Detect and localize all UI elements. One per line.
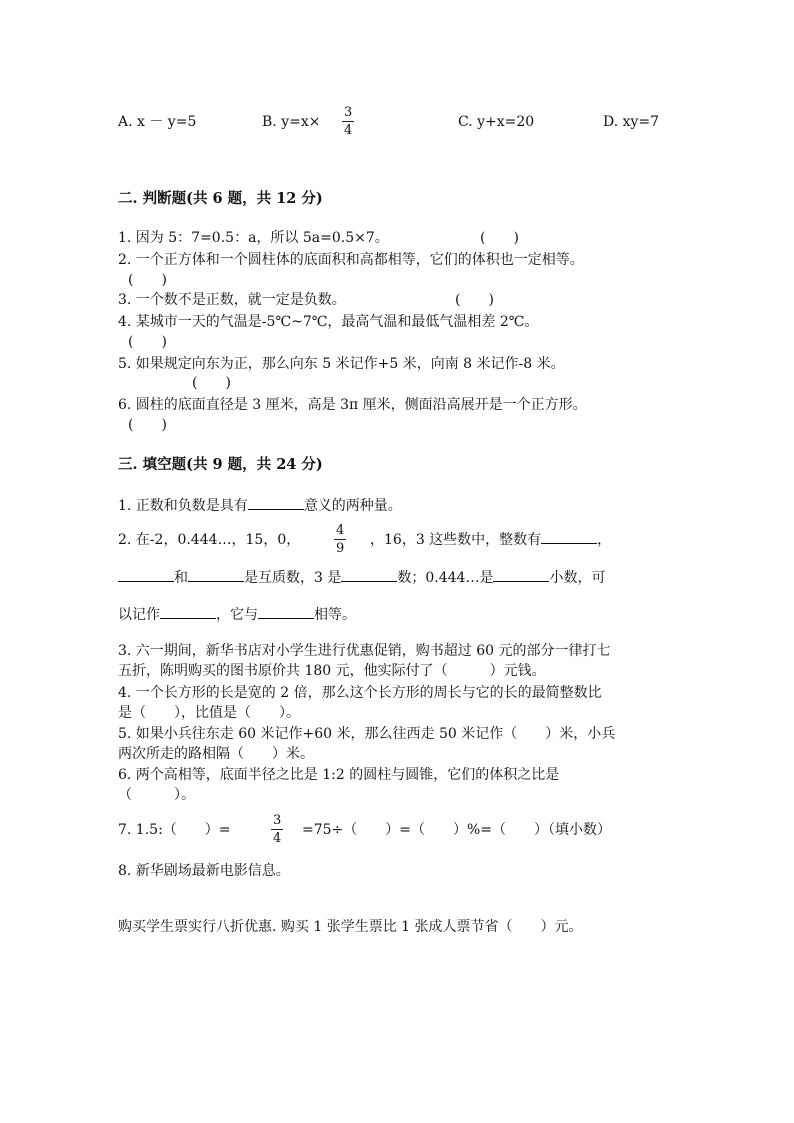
fill-q5-line2: 两次所走的路相隔（ ）米。: [118, 746, 314, 762]
fill-q7-fraction-denominator: 4: [273, 831, 282, 846]
option-b-fraction-denominator: 4: [344, 123, 353, 138]
fill-q7-text-a: 7. 1.5:（ ）=: [118, 822, 231, 838]
fill-q2-fraction-numerator: 4: [336, 523, 345, 538]
fill-q1-text-a: 1. 正数和负数是具有: [118, 498, 248, 514]
fill-q2-fraction-denominator: 9: [336, 541, 345, 556]
fill-q1: [118, 497, 402, 515]
fraction-bar: [334, 539, 346, 540]
fill-q2-line2-a: 和: [174, 570, 188, 586]
section2-heading: 二. 判断题(共 6 题，共 12 分): [118, 190, 323, 207]
judge-q2-answer[interactable]: ( ): [128, 272, 167, 288]
answer-blank[interactable]: [341, 569, 397, 582]
fill-q8: 8. 新华剧场最新电影信息。: [118, 863, 290, 879]
answer-blank[interactable]: [493, 569, 549, 582]
fill-q7-fraction-numerator: 3: [273, 813, 282, 828]
fill-q8-text: 购买学生票实行八折优惠. 购买 1 张学生票比 1 张成人票节省（ ）元。: [118, 919, 583, 935]
fill-q3-line2: 五折，陈明购买的图书原价共 180 元，他实际付了（ ）元钱。: [118, 663, 546, 679]
fill-q1-text-b: 意义的两种量。: [303, 498, 402, 514]
option-b-fraction: [342, 105, 354, 138]
fill-q4-line1: 4. 一个长方形的长是宽的 2 倍，那么这个长方形的周长与它的长的最简整数比: [118, 685, 602, 701]
answer-blank[interactable]: [258, 606, 314, 619]
answer-blank[interactable]: [248, 497, 304, 510]
fill-q2-line3-b: ，它与: [216, 607, 258, 623]
judge-q1: 1. 因为 5：7=0.5：a，所以 5a=0.5×7。: [118, 230, 389, 246]
fill-q6-line2: （ ）。: [118, 787, 195, 803]
fill-q2-line2-c: 数；0.444…是: [397, 570, 494, 586]
fill-q4-line2: 是（ ），比值是（ ）。: [118, 705, 300, 721]
fill-q2-text-a: 2. 在-2，0.444…，15，0，: [118, 532, 301, 548]
answer-blank[interactable]: [160, 606, 216, 619]
option-d: D. xy=7: [603, 114, 660, 130]
fraction-bar: [342, 121, 354, 122]
judge-q3: 3. 一个数不是正数，就一定是负数。: [118, 292, 346, 308]
fill-q5-line1: 5. 如果小兵往东走 60 米记作+60 米，那么往西走 50 米记作（ ）米，小兵: [118, 726, 616, 742]
judge-q6: 6. 圆柱的底面直径是 3 厘米，高是 3π 厘米，侧面沿高展开是一个正方形。: [118, 397, 587, 413]
answer-blank[interactable]: [118, 569, 174, 582]
fill-q2-line2-b: 是互质数，3 是: [244, 570, 342, 586]
fill-q2-line3: [118, 606, 356, 624]
fill-q7-text-b: =75÷（ ）=（ ）%=（ ）（填小数）: [302, 822, 612, 838]
fill-q2-text-b: ，16，3 这些数中，整数有: [370, 532, 542, 548]
judge-q6-answer[interactable]: ( ): [128, 417, 167, 433]
answer-blank[interactable]: [541, 531, 597, 544]
fill-q6-line1: 6. 两个高相等，底面半径之比是 1:2 的圆柱与圆锥，它们的体积之比是: [118, 767, 560, 783]
fill-q2-line1: [370, 531, 611, 549]
fill-q2-fraction: [334, 523, 346, 556]
judge-q4: 4. 某城市一天的气温是-5℃~7℃，最高气温和最低气温相差 2℃。: [118, 314, 539, 330]
option-b-prefix: B. y=x×: [262, 114, 321, 130]
option-a: A. x － y=5: [118, 114, 197, 130]
option-c: C. y+x=20: [458, 114, 535, 130]
judge-q2: 2. 一个正方体和一个圆柱体的底面积和高都相等，它们的体积也一定相等。: [118, 252, 584, 268]
judge-q3-answer[interactable]: ( ): [455, 292, 494, 308]
option-b-fraction-numerator: 3: [344, 105, 353, 120]
judge-q5-answer[interactable]: ( ): [192, 375, 231, 391]
fraction-bar: [271, 829, 283, 830]
answer-blank[interactable]: [188, 569, 244, 582]
fill-q3-line1: 3. 六一期间，新华书店对小学生进行优惠促销，购书超过 60 元的部分一律打七: [118, 643, 611, 659]
judge-q1-answer[interactable]: ( ): [480, 230, 519, 246]
judge-q5: 5. 如果规定向东为正，那么向东 5 米记作+5 米，向南 8 米记作-8 米。: [118, 356, 565, 372]
fill-q2-line3-a: 以记作: [118, 607, 160, 623]
fill-q2-text-c: ，: [597, 532, 612, 548]
fill-q2-line2: [118, 569, 605, 587]
fill-q7-fraction: [271, 813, 283, 846]
judge-q4-answer[interactable]: ( ): [128, 334, 167, 350]
section3-heading: 三. 填空题(共 9 题，共 24 分): [118, 456, 323, 473]
fill-q2-line3-c: 相等。: [314, 607, 356, 623]
fill-q2-line2-d: 小数，可: [549, 570, 606, 586]
